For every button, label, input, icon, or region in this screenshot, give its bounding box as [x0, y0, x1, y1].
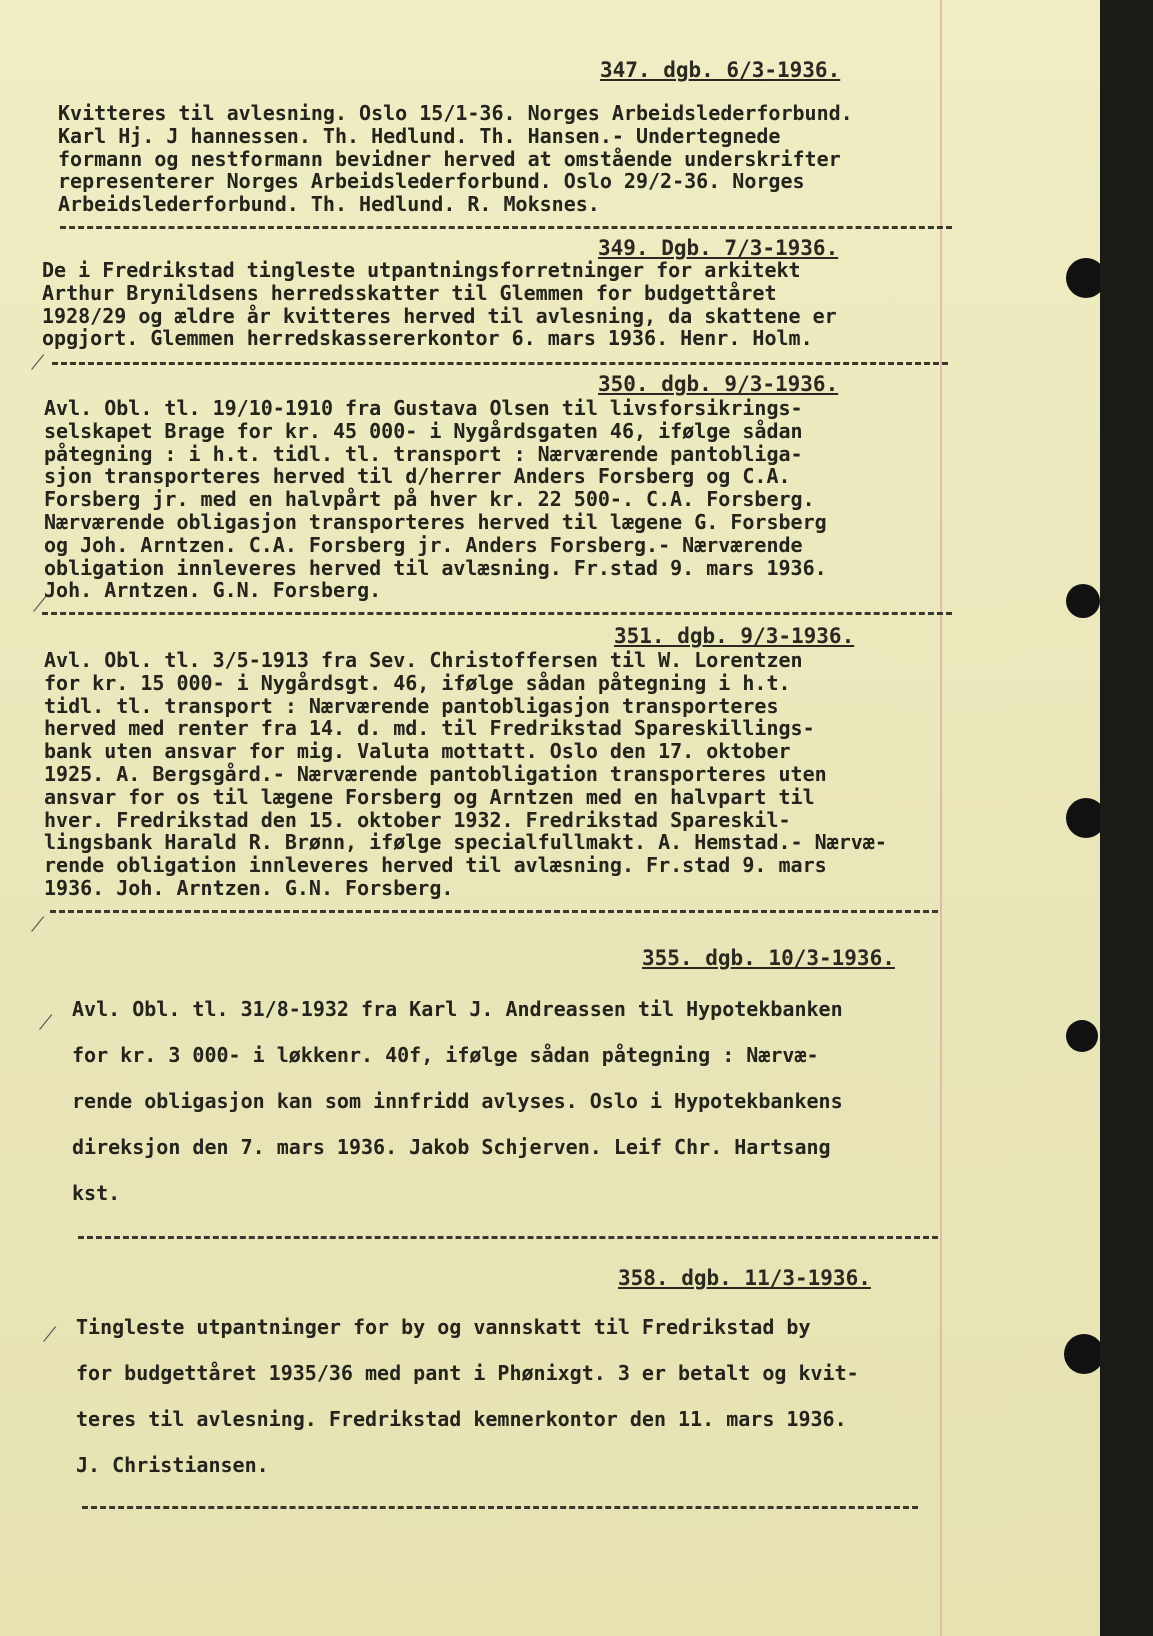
punch-hole — [1066, 584, 1100, 618]
text-line: sjon transporteres herved til d/herrer Anders Forsberg og C.A. — [44, 464, 791, 489]
text-line: Kvitteres til avlesning. Oslo 15/1-36. Norges Arbeidslederforbund. — [58, 101, 853, 125]
text-line: 1925. A. Bergsgård.- Nærværende pantobligation transporteres uten — [44, 761, 827, 786]
separator-line — [52, 362, 948, 365]
pencil-check-icon: ⁄ — [36, 912, 40, 936]
text-line: Karl Hj. J hannessen. Th. Hedlund. Th. Hansen.- Undertegnede — [58, 123, 781, 148]
text-line: herved med renter fra 14. d. md. til Fredrikstad Spareskillings- — [44, 716, 815, 741]
text-line: påtegning : i h.t. tidl. tl. transport : Nærværende pantobliga- — [44, 441, 803, 466]
text-line: J. Christiansen. — [76, 1453, 269, 1477]
text-line: representerer Norges Arbeidslederforbund. Oslo 29/2-36. Norges — [58, 169, 805, 194]
text-line: Avl. Obl. tl. 31/8-1932 fra Karl J. Andreassen til Hypotekbanken — [72, 997, 843, 1021]
text-line: for kr. 3 000- i løkkenr. 40f, ifølge sådan påtegning : Nærvæ- — [72, 1043, 819, 1067]
entry-heading-358: 358. dgb. 11/3-1936. — [618, 1266, 871, 1290]
text-line: kst. — [72, 1181, 121, 1205]
separator-line — [82, 1506, 918, 1509]
text-line: direksjon den 7. mars 1936. Jakob Schjerven. Leif Chr. Hartsang — [72, 1135, 831, 1159]
punch-hole — [1066, 798, 1100, 838]
entry-heading-351: 351. dgb. 9/3-1936. — [614, 624, 855, 648]
punch-hole — [1066, 258, 1100, 298]
entry-heading-355: 355. dgb. 10/3-1936. — [642, 946, 895, 970]
text-line: hver. Fredrikstad den 15. oktober 1932. Fredrikstad Spareskil- — [44, 807, 791, 832]
text-line: bank uten ansvar for mig. Valuta mottatt. Oslo den 17. oktober — [44, 739, 791, 764]
entry-heading-347: 347. dgb. 6/3-1936. — [600, 58, 841, 82]
pencil-check-icon: ⁄ — [44, 1010, 48, 1034]
text-line: selskapet Brage for kr. 45 000- i Nygårdsgaten 46, ifølge sådan — [44, 418, 803, 443]
entry-heading-349: 349. Dgb. 7/3-1936. — [598, 236, 839, 260]
pencil-check-icon: ⁄ — [48, 1322, 52, 1346]
text-line: obligation innleveres herved til avlæsning. Fr.stad 9. mars 1936. — [44, 555, 827, 580]
entry-body-350 — [44, 397, 827, 602]
text-line: Joh. Arntzen. G.N. Forsberg. — [44, 578, 382, 603]
text-line: rende obligation innleveres herved til avlæsning. Fr.stad 9. mars — [44, 853, 827, 878]
entry-body-349 — [42, 259, 837, 350]
text-line: for kr. 15 000- i Nygårdsgt. 46, ifølge sådan påtegning i h.t. — [44, 670, 791, 695]
text-line: Avl. Obl. tl. 19/10-1910 fra Gustava Olsen til livsforsikrings- — [44, 396, 803, 420]
text-line: Arbeidslederforbund. Th. Hedlund. R. Moksnes. — [58, 192, 600, 217]
text-line: teres til avlesning. Fredrikstad kemnerkontor den 11. mars 1936. — [76, 1407, 847, 1431]
text-line: og Joh. Arntzen. C.A. Forsberg jr. Anders Forsberg.- Nærværende — [44, 532, 803, 557]
text-line: ansvar for os til lægene Forsberg og Arntzen med en halvpart til — [44, 784, 815, 809]
entry-body-351 — [44, 649, 887, 900]
entry-heading-350: 350. dgb. 9/3-1936. — [598, 372, 839, 396]
text-line: for budgettåret 1935/36 med pant i Phønixgt. 3 er betalt og kvit- — [76, 1361, 859, 1385]
entry-body-347 — [58, 102, 853, 216]
text-line: Tingleste utpantninger for by og vannskatt til Fredrikstad by — [76, 1315, 811, 1339]
separator-line — [50, 910, 938, 913]
separator-line — [60, 226, 952, 229]
text-line: Nærværende obligasjon transporteres herved til lægene G. Forsberg — [44, 509, 827, 534]
separator-line — [42, 612, 952, 615]
margin-rule — [940, 0, 942, 1636]
separator-line — [78, 1236, 938, 1239]
text-line: Arthur Brynildsens herredsskatter til Glemmen for budgettåret — [42, 280, 777, 305]
pencil-check-icon: ⁄ — [36, 350, 40, 374]
entry-body-355 — [72, 986, 843, 1216]
text-line: 1928/29 og ældre år kvitteres herved til avlesning, da skattene er — [42, 303, 837, 328]
text-line: Avl. Obl. tl. 3/5-1913 fra Sev. Christoffersen til W. Lorentzen — [44, 648, 803, 672]
text-line: Forsberg jr. med en halvpårt på hver kr. 22 500-. C.A. Forsberg. — [44, 487, 815, 512]
entry-body-358 — [76, 1304, 859, 1488]
text-line: tidl. tl. transport : Nærværende pantobligasjon transporteres — [44, 693, 779, 718]
text-line: lingsbank Harald R. Brønn, ifølge specialfullmakt. A. Hemstad.- Nærvæ- — [44, 830, 887, 855]
text-line: formann og nestformann bevidner herved at omstående underskrifter — [58, 146, 841, 171]
pencil-check-icon: ⁄ — [38, 592, 42, 616]
punch-hole — [1064, 1334, 1100, 1374]
punch-hole — [1066, 1020, 1098, 1052]
text-line: opgjort. Glemmen herredskassererkontor 6. mars 1936. Henr. Holm. — [42, 326, 813, 351]
text-line: 1936. Joh. Arntzen. G.N. Forsberg. — [44, 875, 454, 900]
text-line: De i Fredrikstad tingleste utpantningsforretninger for arkitekt — [42, 258, 801, 282]
text-line: rende obligasjon kan som innfridd avlyses. Oslo i Hypotekbankens — [72, 1089, 843, 1113]
